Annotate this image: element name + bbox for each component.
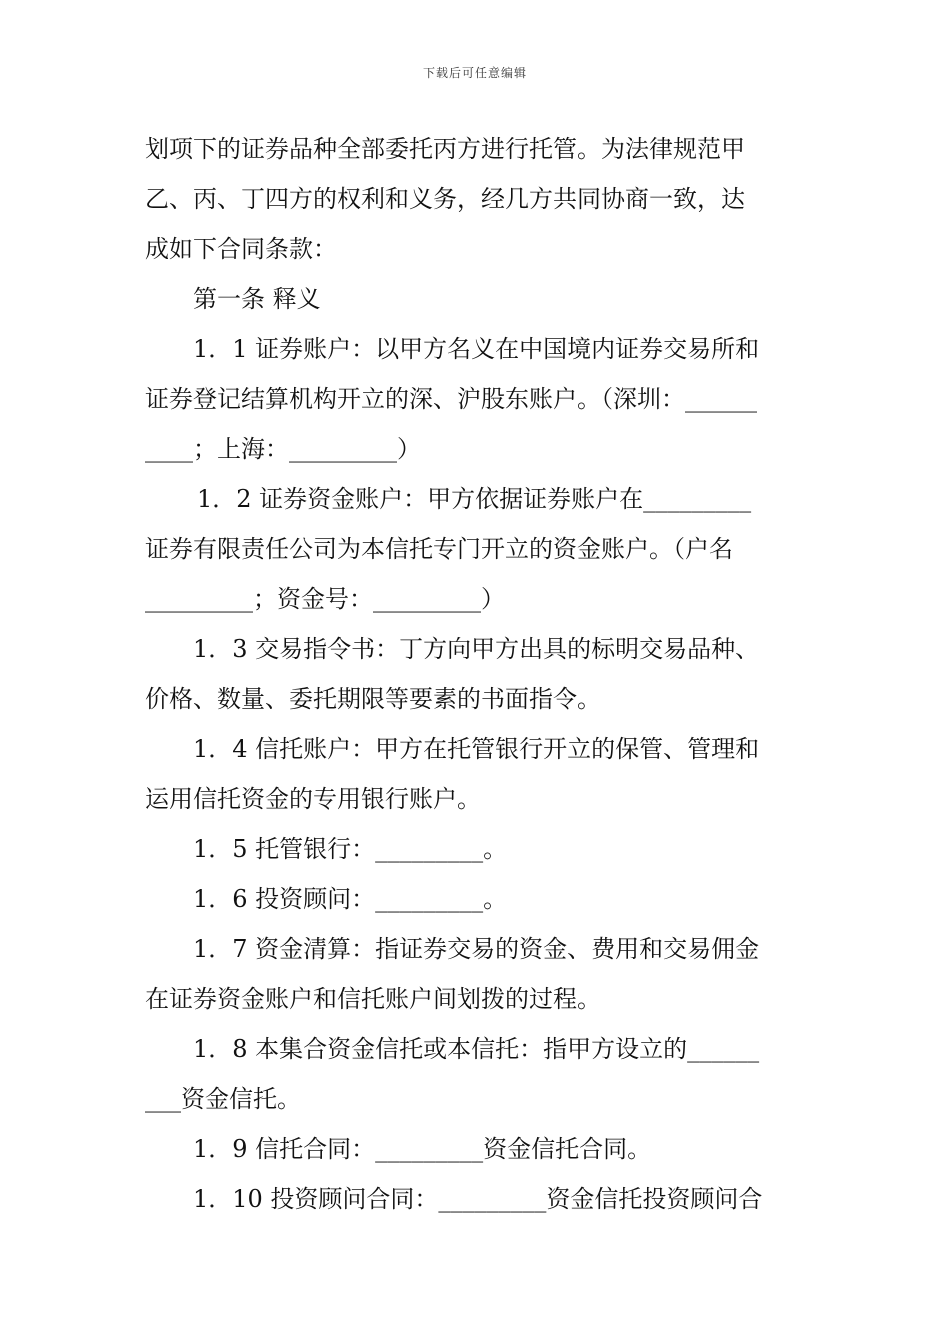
clause-1-7: 1．7 资金清算：指证券交易的资金、费用和交易佣金 (193, 935, 760, 963)
clause-1-3: 1．3 交易指令书：丁方向甲方出具的标明交易品种、 (193, 635, 760, 663)
text-line: 运用信托资金的专用银行账户。 (145, 785, 481, 813)
text-line: 在证券资金账户和信托账户间划拨的过程。 (145, 985, 601, 1013)
clause-1-4: 1．4 信托账户：甲方在托管银行开立的保管、管理和 (193, 735, 760, 763)
clause-1-8: 1．8 本集合资金信托或本信托：指甲方设立的______ (193, 1035, 760, 1063)
clause-1-2: 1．2 证券资金账户：甲方依据证券账户在_________ (197, 485, 752, 513)
text-line: 划项下的证券品种全部委托丙方进行托管。为法律规范甲 (145, 135, 745, 163)
clause-1-1: 1．1 证券账户：以甲方名义在中国境内证券交易所和 (193, 335, 760, 363)
clause-1-9: 1．9 信托合同：_________资金信托合同。 (193, 1135, 652, 1163)
article-heading: 第一条 释义 (193, 285, 321, 313)
clause-1-5: 1．5 托管银行：_________。 (193, 835, 508, 863)
text-line: _________；资金号：_________） (145, 585, 505, 613)
text-line: 成如下合同条款： (145, 235, 337, 263)
page-header: 下载后可任意编辑 (422, 66, 527, 80)
text-line: ____；上海：_________） (145, 435, 421, 463)
text-line: ___资金信托。 (145, 1085, 301, 1113)
document-body (145, 124, 810, 1224)
clause-1-10: 1．10 投资顾问合同：_________资金信托投资顾问合 (193, 1185, 763, 1213)
text-line: 证券有限责任公司为本信托专门开立的资金账户。（户名 (145, 535, 733, 563)
text-line: 证券登记结算机构开立的深、沪股东账户。（深圳：______ (145, 385, 757, 413)
text-line: 价格、数量、委托期限等要素的书面指令。 (145, 685, 601, 713)
text-line: 乙、丙、丁四方的权利和义务，经几方共同协商一致，达 (145, 185, 745, 213)
clause-1-6: 1．6 投资顾问：_________。 (193, 885, 508, 913)
